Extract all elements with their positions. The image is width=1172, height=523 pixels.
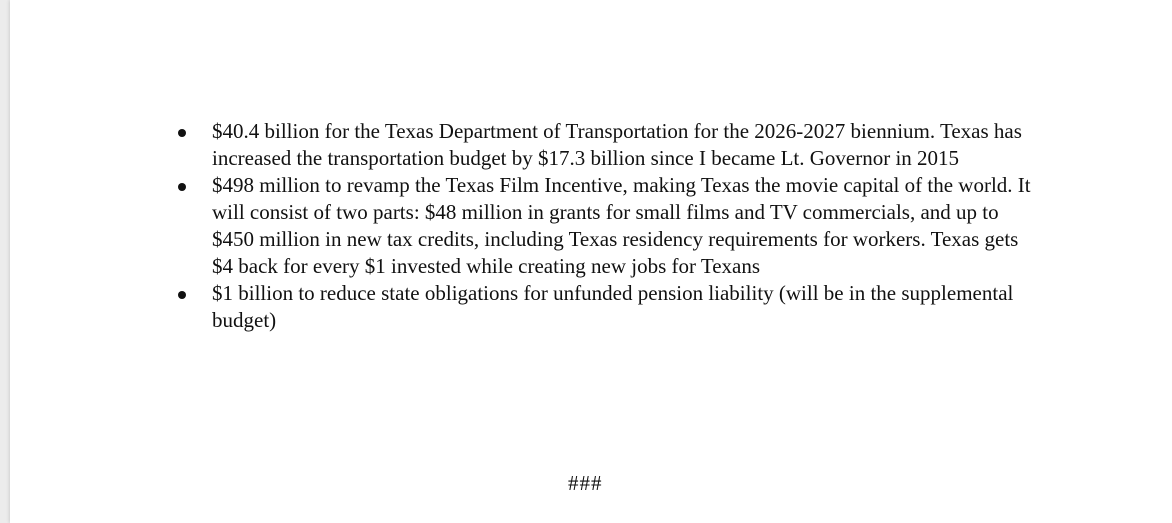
- list-item: [10, 172, 1044, 280]
- list-item-text: $1 billion to reduce state obligations for unfunded pension liability (will be in the supplemental budget): [212, 281, 1014, 332]
- list-item: [10, 118, 1044, 172]
- list-item: [10, 280, 1044, 334]
- bullet-point-icon: [178, 183, 186, 191]
- end-of-release-mark: ###: [568, 471, 603, 495]
- bullet-list: [10, 118, 1044, 334]
- document-page: [10, 0, 1172, 523]
- bullet-point-icon: [178, 129, 186, 137]
- bullet-point-icon: [178, 291, 186, 299]
- list-item-text: $498 million to revamp the Texas Film Incentive, making Texas the movie capital of the world. It will consist of two parts: $48 million in grants for small films and TV commercials, and up to $450 million in new tax credits, including Texas residency requirements for workers. Texas gets $4 back for every $1 invested while creating new jobs for Texans: [212, 173, 1031, 278]
- list-item-text: $40.4 billion for the Texas Department of Transportation for the 2026-2027 biennium. Texas has increased the transportation budget by $17.3 billion since I became Lt. Governor in 2015: [212, 119, 1022, 170]
